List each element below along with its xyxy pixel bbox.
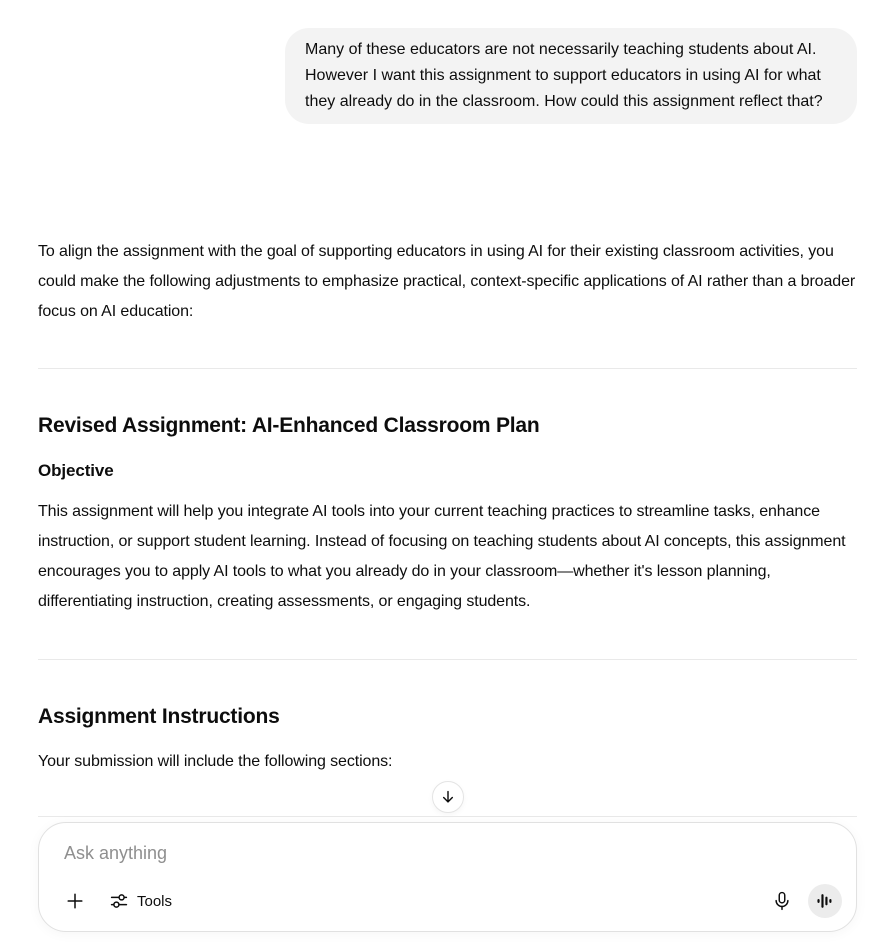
- objective-paragraph: This assignment will help you integrate AI tools into your current teaching practices to streamline tasks, enhance instruction, or support student learning. Instead of focusing on teaching students about AI concepts, this assignment encourages you to apply AI tools to what you already do in your classroom—whether it's lesson planning, differentiating instruction, creating assessments, or engaging students.: [38, 503, 846, 610]
- plus-icon: [65, 891, 85, 911]
- composer-toolbar: [59, 884, 842, 918]
- tools-button[interactable]: [109, 891, 172, 911]
- section-divider: [38, 659, 857, 660]
- attach-button[interactable]: [59, 885, 91, 917]
- sliders-icon: [109, 891, 129, 911]
- tools-button-label: Tools: [137, 892, 173, 910]
- assistant-intro-paragraph: To align the assignment with the goal of supporting educators in using AI for their existing classroom activities, you could make the following adjustments to emphasize practical, context-specific applications of AI rather than a broader focus on AI education:: [38, 243, 856, 320]
- voice-mode-button[interactable]: [808, 884, 842, 918]
- voice-waveform-icon: [816, 892, 834, 910]
- instructions-intro-text: Your submission will include the following sections:: [38, 753, 393, 770]
- message-input[interactable]: [64, 843, 764, 864]
- user-message-bubble: [285, 28, 857, 124]
- section-divider: [38, 368, 857, 369]
- revised-assignment-heading: Revised Assignment: AI-Enhanced Classroom Plan: [38, 414, 540, 437]
- dictate-button[interactable]: [766, 885, 798, 917]
- composer-top-divider: [38, 816, 857, 817]
- scroll-to-bottom-button[interactable]: [432, 781, 464, 813]
- arrow-down-icon: [439, 788, 457, 806]
- assignment-instructions-heading: Assignment Instructions: [38, 705, 280, 728]
- message-composer[interactable]: [38, 822, 857, 932]
- objective-heading: Objective: [38, 461, 114, 480]
- user-message-text: Many of these educators are not necessarily teaching students about AI. However I want this assignment to support educators in using AI for what they already do in the classroom. How could this assignment reflect that?: [305, 41, 823, 110]
- microphone-icon: [771, 890, 793, 912]
